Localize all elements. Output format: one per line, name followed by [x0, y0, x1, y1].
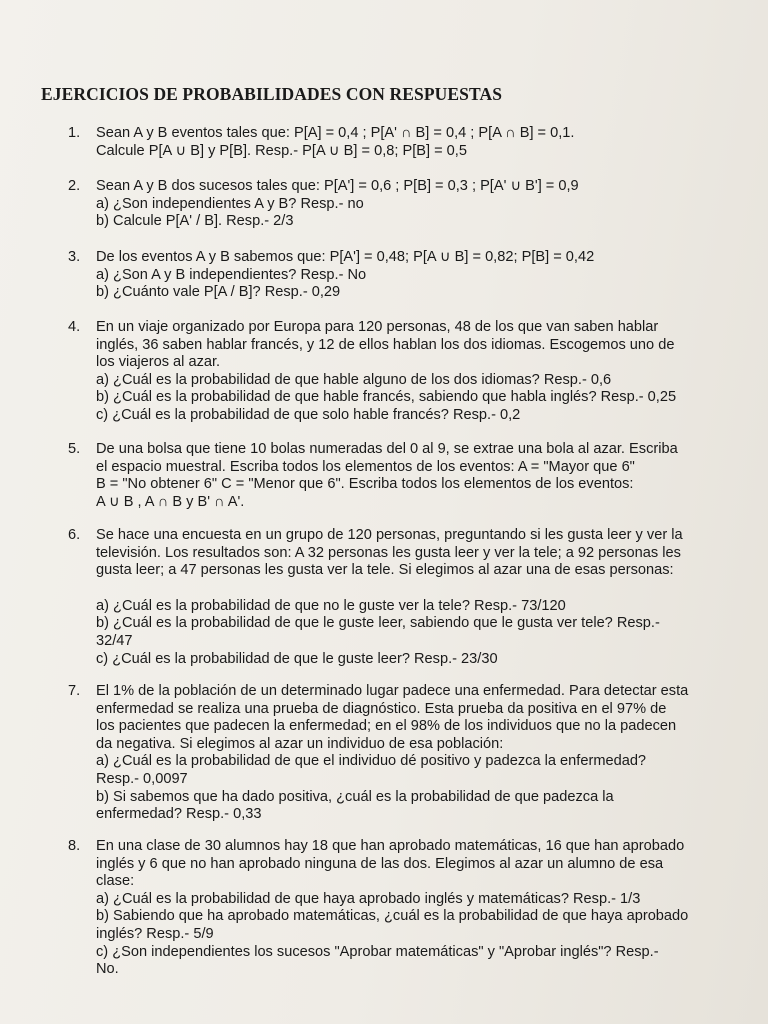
exercise-7	[68, 683, 748, 824]
exercise-line: televisión. Los resultados son: A 32 personas les gusta leer y ver la tele; a 92 personas les	[96, 544, 681, 561]
exercise-line: En un viaje organizado por Europa para 120 personas, 48 de los que van saben hablar	[96, 319, 659, 335]
exercise-number: 1.	[68, 125, 81, 141]
exercise-line: b) ¿Cuál es la probabilidad de que hable francés, sabiendo que habla inglés? Resp.- 0,25	[96, 389, 677, 406]
exercise-line: c) ¿Cuál es la probabilidad de que solo hable francés? Resp.- 0,2	[96, 406, 521, 423]
exercise-line: b) ¿Cuánto vale P[A / B]? Resp.- 0,29	[96, 284, 341, 301]
exercise-number: 3.	[68, 249, 81, 265]
page-title: EJERCICIOS DE PROBABILIDADES CON RESPUESTAS	[41, 84, 503, 104]
exercise-line: Sean A y B dos sucesos tales que: P[A'] = 0,6 ; P[B] = 0,3 ; P[A' ∪ B'] = 0,9	[96, 178, 579, 194]
exercise-line: clase:	[96, 873, 135, 890]
exercise-4	[68, 319, 748, 425]
exercise-line: No.	[96, 961, 119, 978]
exercise-line: Calcule P[A ∪ B] y P[B]. Resp.- P[A ∪ B] = 0,8; P[B] = 0,5	[96, 142, 467, 159]
exercise-line: A ∪ B , A ∩ B y B' ∩ A'.	[96, 493, 245, 510]
exercise-line: a) ¿Son A y B independientes? Resp.- No	[96, 266, 367, 283]
exercise-line: De una bolsa que tiene 10 bolas numeradas del 0 al 9, se extrae una bola al azar. Escriba	[96, 441, 678, 457]
exercise-1	[68, 125, 748, 160]
exercise-8	[68, 838, 748, 979]
exercise-2	[68, 178, 748, 231]
exercise-line: c) ¿Cuál es la probabilidad de que le guste leer? Resp.- 23/30	[96, 650, 498, 667]
exercise-line: los viajeros al azar.	[96, 354, 221, 371]
exercise-line: los pacientes que padecen la enfermedad; en el 98% de los individuos que no la padecen	[96, 718, 677, 735]
exercise-number: 2.	[68, 178, 81, 194]
exercise-line: a) ¿Cuál es la probabilidad de que no le guste ver la tele? Resp.- 73/120	[96, 597, 566, 614]
blank-line	[96, 580, 748, 598]
exercise-line: b) ¿Cuál es la probabilidad de que le guste leer, sabiendo que le gusta ver tele? Resp.-	[96, 615, 660, 632]
exercise-line: c) ¿Son independientes los sucesos "Aprobar matemáticas" y "Aprobar inglés"? Resp.-	[96, 943, 659, 960]
exercise-line: a) ¿Cuál es la probabilidad de que hable alguno de los dos idiomas? Resp.- 0,6	[96, 371, 612, 388]
exercise-line: 32/47	[96, 632, 133, 649]
exercise-3	[68, 249, 748, 302]
exercise-line: Sean A y B eventos tales que: P[A] = 0,4 ; P[A' ∩ B] = 0,4 ; P[A ∩ B] = 0,1.	[96, 125, 575, 141]
exercise-number: 5.	[68, 441, 81, 457]
exercise-line: b) Si sabemos que ha dado positiva, ¿cuál es la probabilidad de que padezca la	[96, 788, 614, 805]
exercise-line: En una clase de 30 alumnos hay 18 que han aprobado matemáticas, 16 que han aprobado	[96, 838, 685, 854]
exercise-line: b) Calcule P[A' / B]. Resp.- 2/3	[96, 213, 294, 230]
exercise-line: a) ¿Cuál es la probabilidad de que el individuo dé positivo y padezca la enfermedad?	[96, 753, 647, 770]
exercise-line: B = "No obtener 6" C = "Menor que 6". Escriba todos los elementos de los eventos:	[96, 476, 634, 493]
exercise-line: inglés y 6 que no han aprobado ninguna de las dos. Elegimos al azar un alumno de esa	[96, 855, 664, 872]
exercise-line: inglés, 36 saben hablar francés, y 12 de ellos hablan los dos idiomas. Escogemos uno de	[96, 336, 675, 353]
exercise-number: 4.	[68, 319, 81, 335]
exercise-number: 8.	[68, 838, 81, 854]
exercise-line: b) Sabiendo que ha aprobado matemáticas, ¿cuál es la probabilidad de que haya aprobado	[96, 908, 689, 925]
exercise-line: inglés? Resp.- 5/9	[96, 925, 214, 942]
exercise-line: enfermedad? Resp.- 0,33	[96, 806, 262, 823]
exercise-line: da negativa. Si elegimos al azar un individuo de esa población:	[96, 735, 504, 752]
exercise-6	[68, 527, 748, 668]
exercise-line: el espacio muestral. Escriba todos los elementos de los eventos: A = "Mayor que 6"	[96, 458, 635, 475]
exercise-line: El 1% de la población de un determinado lugar padece una enfermedad. Para detectar esta	[96, 683, 689, 699]
exercise-line: enfermedad se realiza una prueba de diagnóstico. Esta prueba da positiva en el 97% de	[96, 700, 667, 717]
exercise-line: Resp.- 0,0097	[96, 770, 188, 787]
exercise-5	[68, 441, 748, 511]
exercise-line: a) ¿Son independientes A y B? Resp.- no	[96, 195, 364, 212]
exercise-line: De los eventos A y B sabemos que: P[A'] = 0,48; P[A ∪ B] = 0,82; P[B] = 0,42	[96, 249, 595, 265]
exercise-number: 6.	[68, 527, 81, 543]
exercise-line: gusta leer; a 47 personas les gusta ver la tele. Si elegimos al azar una de esas personas:	[96, 562, 674, 579]
exercise-number: 7.	[68, 683, 81, 699]
exercise-line: a) ¿Cuál es la probabilidad de que haya aprobado inglés y matemáticas? Resp.- 1/3	[96, 890, 641, 907]
exercise-line: Se hace una encuesta en un grupo de 120 personas, preguntando si les gusta leer y ver la	[96, 527, 683, 543]
